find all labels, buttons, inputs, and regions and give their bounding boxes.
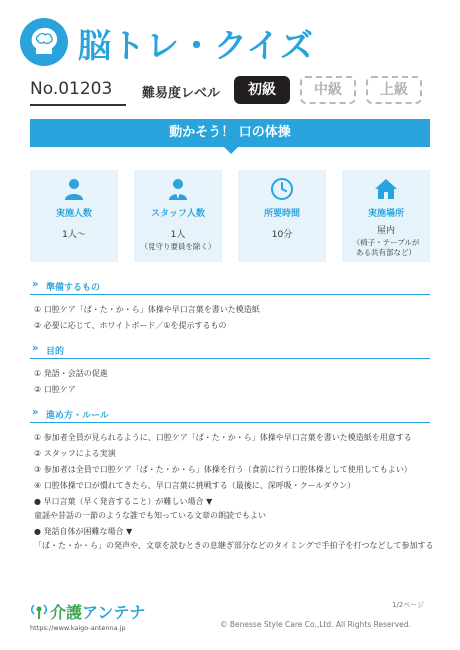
card-value: 1人	[170, 230, 186, 240]
section-rules-header	[30, 406, 430, 424]
document-number: No.01203	[30, 79, 113, 99]
section-title: 進め方・ルール	[46, 411, 109, 421]
list-item: ① 参加者全員が見られるように、口腔ケア「ぱ・た・か・ら」体操や早口言葉を書いた模造紙を用意する	[34, 433, 412, 442]
difficulty-label: 難易度レベル	[142, 86, 221, 101]
list-item: ② スタッフによる実演	[34, 449, 116, 458]
list-item: ③ 参加者は全員で口腔ケア「ぱ・た・か・ら」体操を行う（食前に行う口腔体操として使用してもよい）	[34, 465, 412, 474]
list-item: ② 口腔ケア	[34, 385, 76, 394]
level-intermediate-badge: 中級	[300, 76, 356, 104]
header	[20, 18, 440, 70]
activity-title-banner: 動かそう！ 口の体操	[30, 119, 430, 147]
note-body: 童謡や昔話の一節のような誰でも知っている文章の朗読でもよい	[34, 511, 266, 520]
note-body: 「ぱ・た・か・ら」の発声や、文章を読むときの息継ぎ部分などのタイミングで手拍子を打つなどして参加する	[34, 541, 434, 550]
page-number: 1/2ページ	[392, 601, 425, 609]
chevron-right-icon: »	[32, 407, 39, 418]
card-label: 所要時間	[263, 209, 300, 219]
copyright-notice: © Benesse Style Care Co.,Ltd. All Rights Reserved.	[220, 620, 411, 629]
list-item: ① 発語・会話の促進	[34, 369, 108, 378]
section-title: 準備するもの	[46, 283, 101, 293]
list-item: ④ 口腔体操で口が慣れてきたら、早口言葉に挑戦する（最後に、深呼吸・クールダウン）	[34, 481, 356, 490]
banner-arrow	[224, 147, 238, 154]
section-divider	[30, 294, 430, 295]
card-note: （見守り要員を除く）	[140, 242, 216, 251]
section-divider	[30, 422, 430, 423]
page-title: 脳トレ・クイズ	[78, 26, 315, 65]
note-heading: ● 早口言葉（早く発音すること）が難しい場合 ▼	[34, 497, 213, 506]
card-label: 実施人数	[55, 209, 92, 219]
person-icon	[62, 178, 86, 200]
card-value: 屋内	[376, 226, 395, 236]
antenna-icon	[30, 602, 48, 620]
brain-head-icon	[20, 18, 68, 66]
brand-prefix: 介護	[50, 603, 83, 622]
list-item: ② 必要に応じて、ホワイトボード／①を提示するもの	[34, 321, 227, 330]
clock-icon	[270, 178, 294, 200]
card-location	[342, 170, 430, 262]
section-divider	[30, 358, 430, 359]
brand-name	[50, 600, 145, 623]
staff-icon	[166, 178, 190, 200]
card-label: 実施場所	[367, 209, 404, 219]
meta-row	[30, 76, 430, 106]
card-staff	[134, 170, 222, 262]
section-title: 目的	[46, 347, 65, 357]
section-purpose-header	[30, 342, 430, 360]
card-value: 1人～	[62, 230, 86, 240]
list-item: ① 口腔ケア「ぱ・た・か・ら」体操や早口言葉を書いた模造紙	[34, 305, 260, 314]
chevron-right-icon: »	[32, 279, 39, 290]
card-duration	[238, 170, 326, 262]
brand-url[interactable]: https://www.kaigo-antenna.jp	[30, 624, 126, 632]
note-heading: ● 発話自体が困難な場合 ▼	[34, 527, 133, 536]
card-participants	[30, 170, 118, 262]
card-note: （椅子・テーブルがある共有部など）	[352, 238, 420, 257]
document-number-underline	[30, 104, 126, 106]
house-icon	[374, 178, 398, 200]
kaigo-antenna-logo[interactable]	[30, 600, 170, 640]
brand-suffix: アンテナ	[82, 603, 146, 622]
level-advanced-badge: 上級	[366, 76, 422, 104]
level-beginner-badge: 初級	[234, 76, 290, 104]
chevron-right-icon: »	[32, 343, 39, 354]
card-value: 10分	[271, 230, 293, 240]
card-label: スタッフ人数	[150, 209, 205, 219]
section-prep-header	[30, 278, 430, 296]
